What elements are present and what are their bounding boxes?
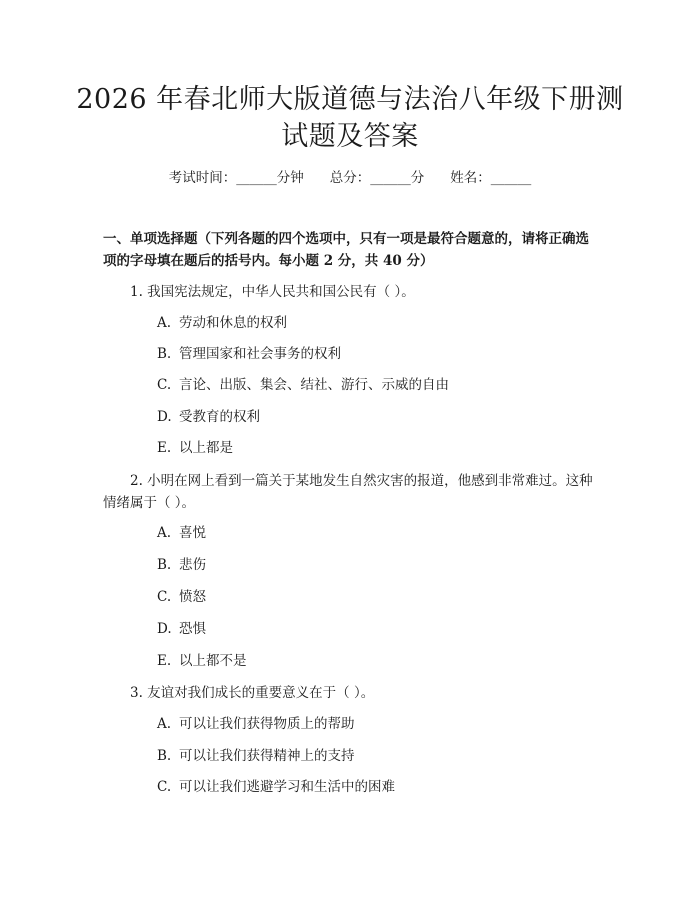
option-2b: B. 悲伤 <box>157 557 206 573</box>
option-1e: E. 以上都是 <box>157 440 233 456</box>
document-title-line-2: 试题及答案 <box>281 121 419 152</box>
exam-info <box>0 168 700 188</box>
question-text: 3. 友谊对我们成长的重要意义在于（ ）。 <box>130 685 375 701</box>
option-1b: B. 管理国家和社会事务的权利 <box>157 346 341 362</box>
document-title-line-1: 2026 年春北师大版道德与法治八年级下册测 <box>76 84 624 115</box>
option-1a: A. 劳动和休息的权利 <box>157 315 287 331</box>
exam-time-field: 考试时间：______分钟 <box>168 170 304 186</box>
option-2d: D. 恐惧 <box>157 621 206 637</box>
question-1 <box>103 281 598 303</box>
section-heading: 一、单项选择题（下列各题的四个选项中，只有一项是最符合题意的，请将正确选项的字母填在题后的括号内。每小题 2 分，共 40 分） <box>103 231 589 269</box>
option-2a: A. 喜悦 <box>157 525 206 541</box>
question-text: 1. 我国宪法规定，中华人民共和国公民有（ ）。 <box>130 284 415 300</box>
total-score-field: 总分：______分 <box>329 170 425 186</box>
option-3c: C. 可以让我们逃避学习和生活中的困难 <box>157 779 395 795</box>
option-3b: B. 可以让我们获得精神上的支持 <box>157 748 355 764</box>
option-1d: D. 受教育的权利 <box>157 409 260 425</box>
option-3a: A. 可以让我们获得物质上的帮助 <box>157 716 355 732</box>
question-text: 2. 小明在网上看到一篇关于某地发生自然灾害的报道，他感到非常难过。这种情绪属于（ ）。 <box>103 473 593 511</box>
question-2 <box>103 470 598 514</box>
question-3 <box>103 682 598 704</box>
option-1c: C. 言论、出版、集会、结社、游行、示威的自由 <box>157 377 449 393</box>
option-2e: E. 以上都不是 <box>157 653 247 669</box>
option-2c: C. 愤怒 <box>157 589 206 605</box>
student-name-field: 姓名：______ <box>450 170 532 186</box>
